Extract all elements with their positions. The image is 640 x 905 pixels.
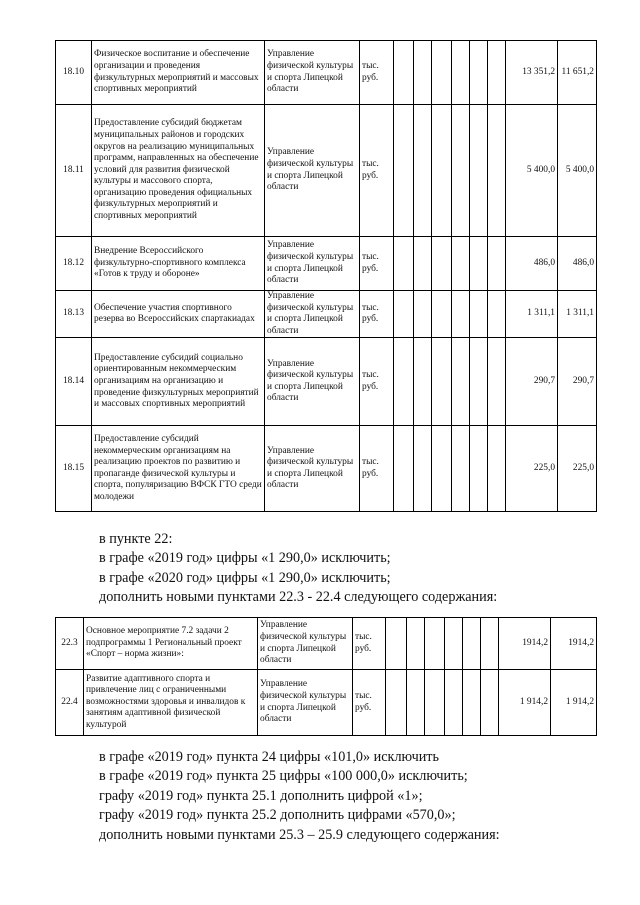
row-number: 18.10 [56,41,92,105]
amendment-line: в графе «2019 год» пункта 24 цифры «101,0» исключить [99,749,439,765]
unit-of-measure: тыс. руб. [360,338,394,426]
empty-cell [481,618,499,670]
amendment-paragraph-22 [99,530,497,608]
responsible-organization: Управление физической культуры и спорта Липецкой области [265,338,360,426]
table-row [56,338,597,426]
event-description: Физическое воспитание и обеспечение организации и проведения физкультурных мероприятий и массовых спортивных мероприятий [92,41,265,105]
table-row [56,105,597,237]
amount-2019: 225,0 [558,426,597,512]
empty-cell [488,426,506,512]
amendment-paragraph-24-25 [99,748,500,845]
total-amount: 486,0 [506,237,558,291]
amendment-line: дополнить новыми пунктами 25.3 – 25.9 следующего содержания: [99,826,500,843]
table-main-events [55,40,597,512]
event-description: Предоставление субсидий некоммерческим организациям на реализацию проектов по развитию и пропаганде физической культуры и спорта, популяризацию ВФСК ГТО среди молодежи [92,426,265,512]
empty-cell [488,338,506,426]
event-description: Развитие адаптивного спорта и привлечение лиц с ограниченными возможностями здоровья и инвалидов к занятиям адаптивной физической культурой [84,670,258,736]
empty-cell [432,291,452,338]
empty-cell [386,618,407,670]
event-description: Предоставление субсидий социально ориентированным некоммерческим организациям на организацию и проведение физкультурных мероприятий и массовых спортивных мероприятий [92,338,265,426]
empty-cell [470,426,488,512]
amount-2019: 5 400,0 [558,105,597,237]
unit-of-measure: тыс. руб. [353,670,386,736]
amount-2019: 290,7 [558,338,597,426]
row-number: 18.14 [56,338,92,426]
empty-cell [394,105,414,237]
unit-of-measure: тыс. руб. [360,105,394,237]
empty-cell [470,105,488,237]
empty-cell [432,338,452,426]
row-number: 18.15 [56,426,92,512]
empty-cell [394,291,414,338]
unit-of-measure: тыс. руб. [360,291,394,338]
responsible-organization: Управление физической культуры и спорта Липецкой области [265,426,360,512]
amount-2019: 1 311,1 [558,291,597,338]
empty-cell [432,237,452,291]
amount-2019: 1914,2 [551,618,597,670]
total-amount: 290,7 [506,338,558,426]
empty-cell [394,237,414,291]
total-amount: 1914,2 [499,618,551,670]
empty-cell [445,670,463,736]
empty-cell [463,670,481,736]
row-number: 18.13 [56,291,92,338]
event-description: Внедрение Всероссийского физкультурно-спортивного комплекса «Готов к труду и обороне» [92,237,265,291]
empty-cell [425,670,445,736]
empty-cell [488,237,506,291]
empty-cell [481,670,499,736]
empty-cell [394,41,414,105]
total-amount: 1 914,2 [499,670,551,736]
empty-cell [452,291,470,338]
table-new-items-22-body [56,618,597,736]
table-row [56,618,597,670]
empty-cell [394,426,414,512]
empty-cell [394,338,414,426]
amendment-line: в графе «2019 год» цифры «1 290,0» исключить; [99,550,391,567]
empty-cell [432,41,452,105]
table-new-items-22 [55,617,597,736]
total-amount: 5 400,0 [506,105,558,237]
empty-cell [432,426,452,512]
event-description: Предоставление субсидий бюджетам муниципальных районов и городских округов на реализацию муниципальных программ, направленных на обеспечение условий для развития физической культуры и массового спорта, организацию проведения официальных физкультурных мероприятий и спортивных мероприятий [92,105,265,237]
unit-of-measure: тыс. руб. [360,41,394,105]
empty-cell [470,291,488,338]
empty-cell [488,105,506,237]
responsible-organization: Управление физической культуры и спорта Липецкой области [258,618,353,670]
amendment-line: в пункте 22: [99,531,173,547]
total-amount: 1 311,1 [506,291,558,338]
empty-cell [432,105,452,237]
empty-cell [414,41,432,105]
total-amount: 225,0 [506,426,558,512]
amendment-line: графу «2019 год» пункта 25.2 дополнить цифрами «570,0»; [99,807,456,824]
event-description: Основное мероприятие 7.2 задачи 2 подпрограммы 1 Региональный проект «Спорт – норма жизни»: [84,618,258,670]
amendment-line: графу «2019 год» пункта 25.1 дополнить цифрой «1»; [99,787,423,804]
empty-cell [452,338,470,426]
empty-cell [452,426,470,512]
row-number: 22.3 [56,618,84,670]
empty-cell [463,618,481,670]
empty-cell [445,618,463,670]
empty-cell [414,338,432,426]
empty-cell [414,237,432,291]
event-description: Обеспечение участия спортивного резерва во Всероссийских спартакиадах [92,291,265,338]
empty-cell [470,237,488,291]
amount-2019: 1 914,2 [551,670,597,736]
table-row [56,41,597,105]
table-row [56,291,597,338]
row-number: 18.11 [56,105,92,237]
empty-cell [452,41,470,105]
empty-cell [386,670,407,736]
table-row [56,426,597,512]
unit-of-measure: тыс. руб. [360,426,394,512]
unit-of-measure: тыс. руб. [353,618,386,670]
amendment-line: в графе «2020 год» цифры «1 290,0» исключить; [99,569,391,586]
table-row [56,237,597,291]
empty-cell [414,105,432,237]
empty-cell [414,426,432,512]
empty-cell [488,291,506,338]
amendment-line: в графе «2019 год» пункта 25 цифры «100 000,0» исключить; [99,768,468,785]
responsible-organization: Управление физической культуры и спорта Липецкой области [265,105,360,237]
responsible-organization: Управление физической культуры и спорта Липецкой области [265,237,360,291]
amount-2019: 11 651,2 [558,41,597,105]
empty-cell [452,105,470,237]
table-row [56,670,597,736]
empty-cell [425,618,445,670]
empty-cell [407,670,425,736]
empty-cell [470,338,488,426]
table-main-events-body [56,41,597,512]
responsible-organization: Управление физической культуры и спорта Липецкой области [265,291,360,338]
empty-cell [488,41,506,105]
total-amount: 13 351,2 [506,41,558,105]
empty-cell [470,41,488,105]
amendment-line: дополнить новыми пунктами 22.3 - 22.4 следующего содержания: [99,589,498,606]
empty-cell [452,237,470,291]
unit-of-measure: тыс. руб. [360,237,394,291]
responsible-organization: Управление физической культуры и спорта Липецкой области [265,41,360,105]
empty-cell [407,618,425,670]
row-number: 18.12 [56,237,92,291]
empty-cell [414,291,432,338]
row-number: 22.4 [56,670,84,736]
amount-2019: 486,0 [558,237,597,291]
responsible-organization: Управление физической культуры и спорта Липецкой области [258,670,353,736]
